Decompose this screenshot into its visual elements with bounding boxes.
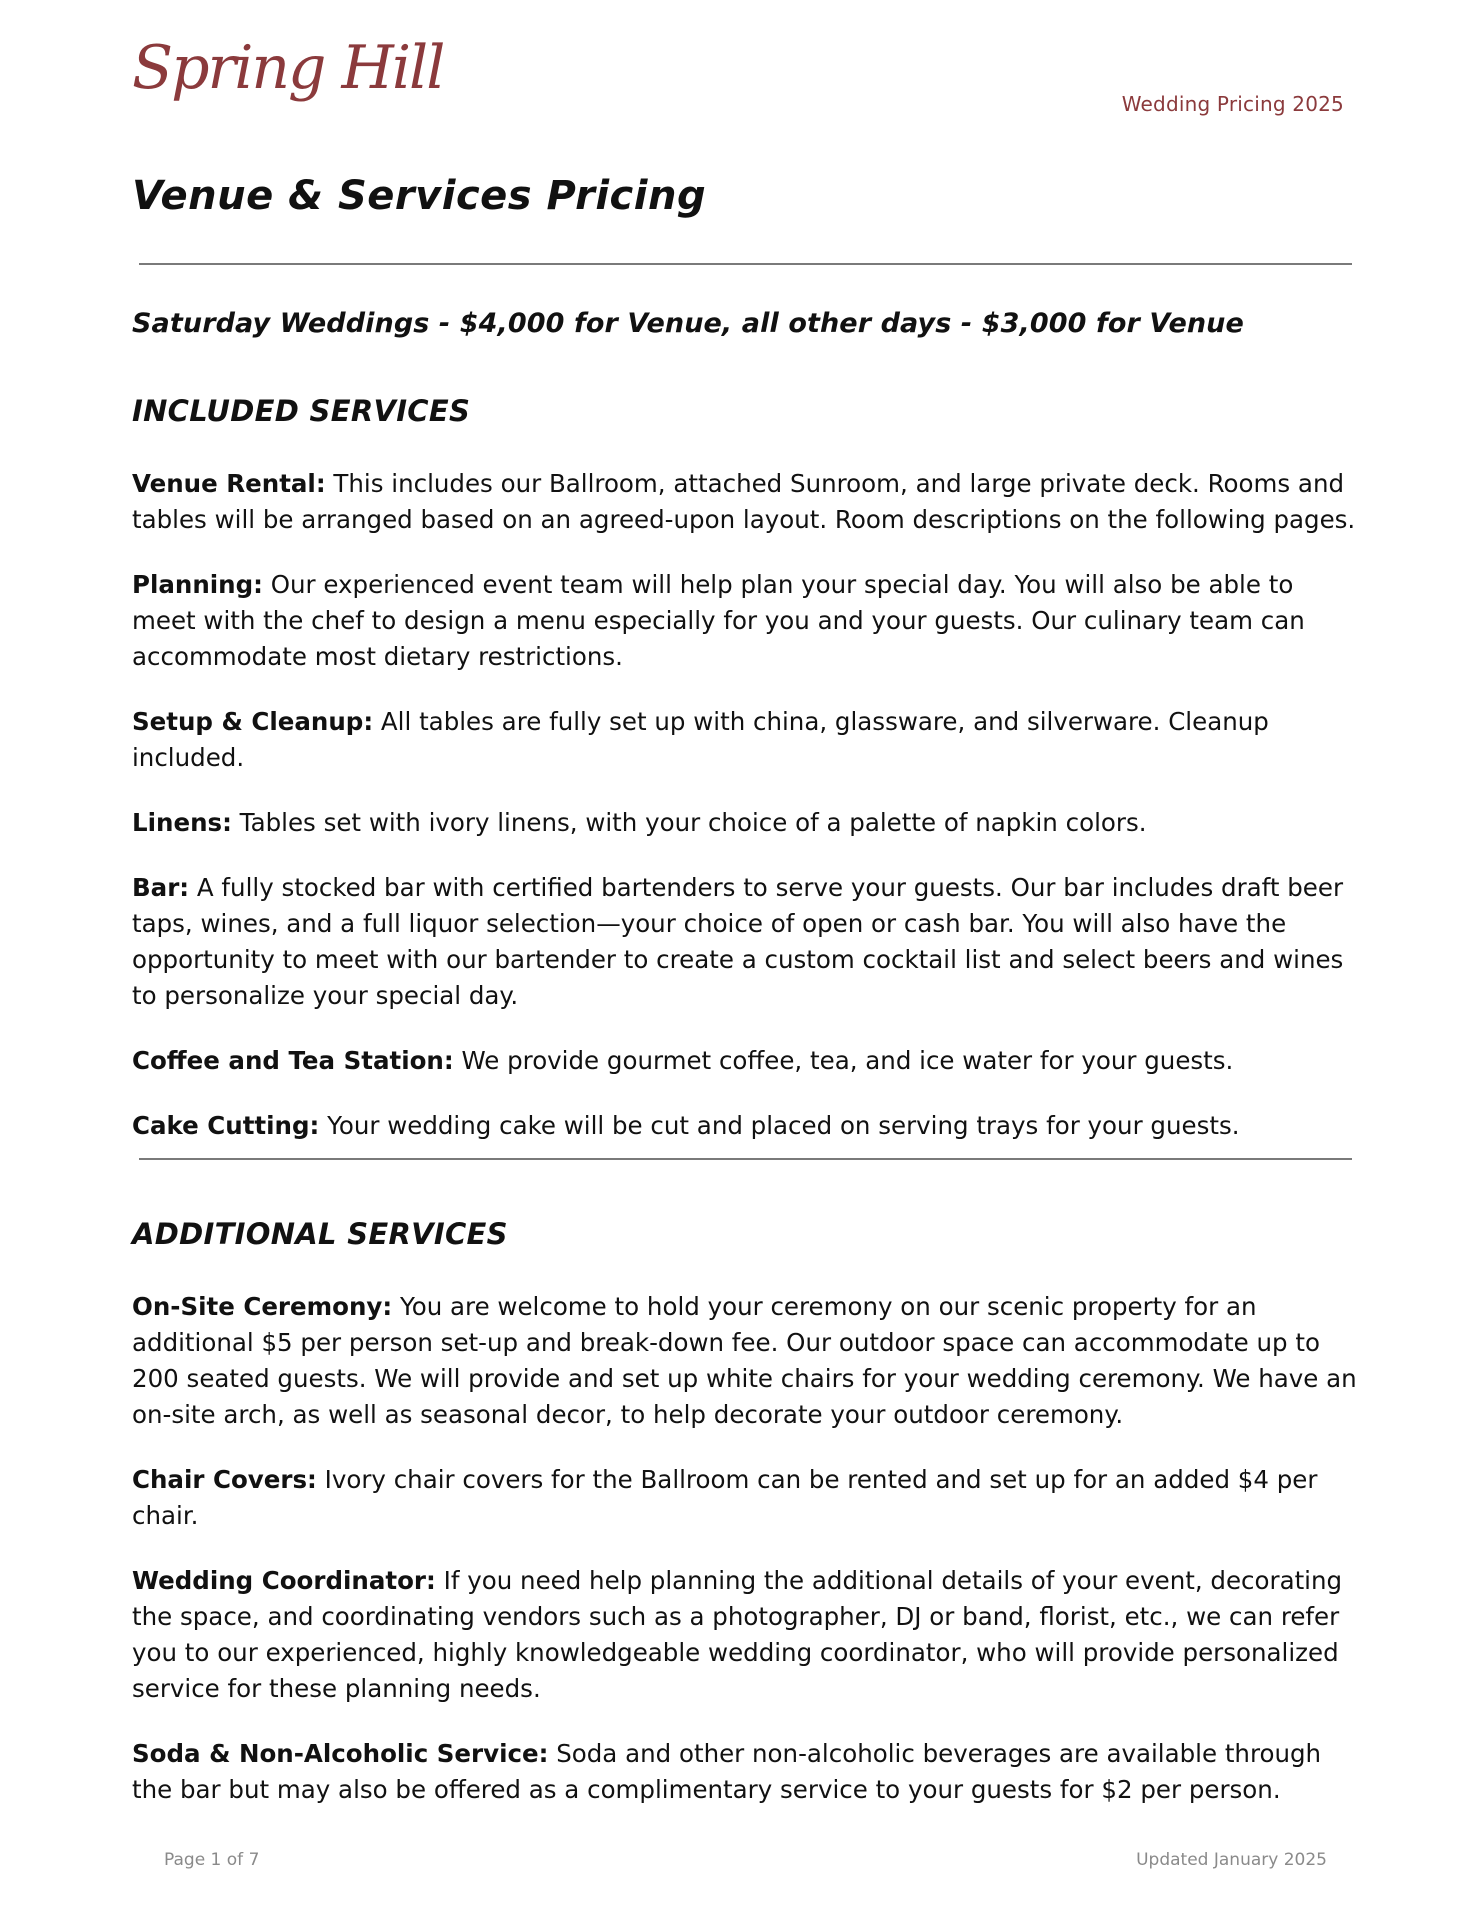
service-item-text: Your wedding cake will be cut and placed on serving trays for your guests. — [319, 1111, 1240, 1140]
service-item-label: Coffee and Tea Station: — [132, 1046, 454, 1075]
service-item-text: Tables set with ivory linens, with your choice of a palette of napkin colors. — [231, 808, 1147, 837]
service-item-setup-cleanup — [132, 704, 1362, 776]
additional-services-heading: ADDITIONAL SERVICES — [132, 1217, 508, 1251]
service-item-chair-covers — [132, 1462, 1362, 1534]
service-item-text: A fully stocked bar with certified bartenders to serve your guests. Our bar includes draft beer taps, wines, and a full liquor selection—your choice of open or cash bar. You will also have the opportunity to meet with our bartender to create a custom cocktail list and select beers and wines to personalize your special day. — [132, 873, 1344, 1010]
service-item-bar — [132, 870, 1362, 1014]
page-title: Venue & Services Pricing — [132, 173, 707, 219]
service-item-text: Our experienced event team will help plan your special day. You will also be able to meet with the chef to design a menu especially for you and your guests. Our culinary team can accommodate most dietary restrictions. — [132, 570, 1305, 671]
service-item-label: Planning: — [132, 570, 263, 599]
service-item-text: Soda and other non-alcoholic beverages are available through the bar but may also be offered as a complimentary service to your guests for $2 per person. — [132, 1739, 1322, 1804]
service-item-planning — [132, 567, 1362, 675]
service-item-on-site-ceremony — [132, 1289, 1362, 1433]
service-item-soda-non-alcoholic — [132, 1736, 1362, 1808]
service-item-wedding-coordinator — [132, 1563, 1362, 1707]
page-number: Page 1 of 7 — [164, 1850, 260, 1870]
included-services-list — [132, 466, 1362, 1173]
service-item-text: Ivory chair covers for the Ballroom can be rented and set up for an added $4 per chair. — [132, 1465, 1318, 1530]
service-item-label: Setup & Cleanup: — [132, 707, 374, 736]
service-item-label: Soda & Non-Alcoholic Service: — [132, 1739, 549, 1768]
divider — [139, 1158, 1352, 1160]
service-item-label: Venue Rental: — [132, 469, 326, 498]
service-item-text: We provide gourmet coffee, tea, and ice water for your guests. — [453, 1046, 1234, 1075]
service-item-text: All tables are fully set up with china, glassware, and silverware. Cleanup included. — [132, 707, 1269, 772]
service-item-linens — [132, 805, 1362, 841]
service-item-label: Wedding Coordinator: — [132, 1566, 436, 1595]
spring-hill-logo: Spring Hill — [132, 33, 444, 103]
included-services-heading: INCLUDED SERVICES — [132, 394, 471, 428]
service-item-text: If you need help planning the additional details of your event, decorating the space, and coordinating vendors such as a photographer, DJ or band, florist, etc., we can refer you to our experienced, highly knowledgeable wedding coordinator, who will provide personalized service for these planning needs. — [132, 1566, 1343, 1703]
service-item-cake-cutting — [132, 1108, 1362, 1144]
venue-pricing-line: Saturday Weddings - $4,000 for Venue, all other days - $3,000 for Venue — [132, 308, 1244, 339]
service-item-text: This includes our Ballroom, attached Sunroom, and large private deck. Rooms and tables will be arranged based on an agreed-upon layout. Room descriptions on the following pages. — [132, 469, 1356, 534]
service-item-label: Cake Cutting: — [132, 1111, 320, 1140]
service-item-venue-rental — [132, 466, 1362, 538]
additional-services-list — [132, 1289, 1362, 1837]
divider — [139, 263, 1352, 265]
header-label: Wedding Pricing 2025 — [1121, 92, 1344, 116]
service-item-text: You are welcome to hold your ceremony on our scenic property for an additional $5 per person set-up and break-down fee. Our outdoor space can accommodate up to 200 seated guests. We will provide and set up white chairs for your wedding ceremony. We have an on-site arch, as well as seasonal decor, to help decorate your outdoor ceremony. — [132, 1292, 1357, 1429]
service-item-label: On-Site Ceremony: — [132, 1292, 393, 1321]
service-item-coffee-tea — [132, 1043, 1362, 1079]
updated-date: Updated January 2025 — [1136, 1850, 1327, 1870]
service-item-label: Chair Covers: — [132, 1465, 317, 1494]
service-item-label: Bar: — [132, 873, 190, 902]
service-item-label: Linens: — [132, 808, 232, 837]
